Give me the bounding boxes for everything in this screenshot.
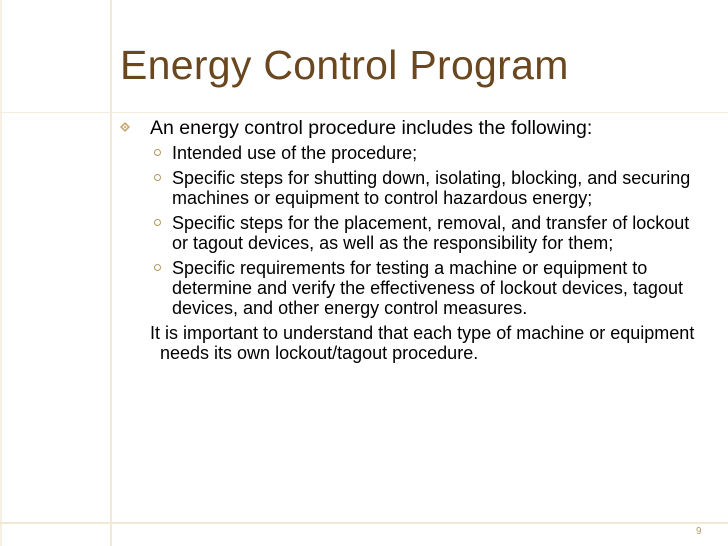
frame-line-left xyxy=(0,0,2,546)
requirements-list xyxy=(120,143,710,318)
list-item-text: Specific requirements for testing a machine or equipment to determine and verify the effectiveness of lockout devices, tagout devices, and other energy control measures. xyxy=(172,258,683,318)
note-paragraph xyxy=(120,323,710,363)
ring-bullet-icon xyxy=(154,149,161,156)
list-item xyxy=(120,258,710,318)
frame-line-horizontal xyxy=(0,112,728,113)
list-item xyxy=(120,143,710,163)
list-item xyxy=(120,168,710,208)
intro-paragraph xyxy=(120,118,710,138)
list-item xyxy=(120,213,710,253)
frame-line-bottom xyxy=(0,522,728,524)
ring-bullet-icon xyxy=(154,219,161,226)
diamond-bullet-icon xyxy=(120,122,130,132)
ring-bullet-icon xyxy=(154,174,161,181)
list-item-text: Intended use of the procedure; xyxy=(172,143,418,163)
slide-title: Energy Control Program xyxy=(120,42,569,88)
slide-content xyxy=(120,118,710,363)
list-item-text: Specific steps for shutting down, isolating, blocking, and securing machines or equipment to control hazardous energy; xyxy=(172,168,691,208)
ring-bullet-icon xyxy=(154,264,161,271)
intro-text: An energy control procedure includes the following: xyxy=(150,117,593,139)
page-number: 9 xyxy=(696,526,702,537)
frame-line-vertical xyxy=(110,0,112,546)
note-text: It is important to understand that each type of machine or equipment needs its own lockout/tagout procedure. xyxy=(150,323,695,363)
list-item-text: Specific steps for the placement, removal, and transfer of lockout or tagout devices, as well as the responsibility for them; xyxy=(172,213,690,253)
